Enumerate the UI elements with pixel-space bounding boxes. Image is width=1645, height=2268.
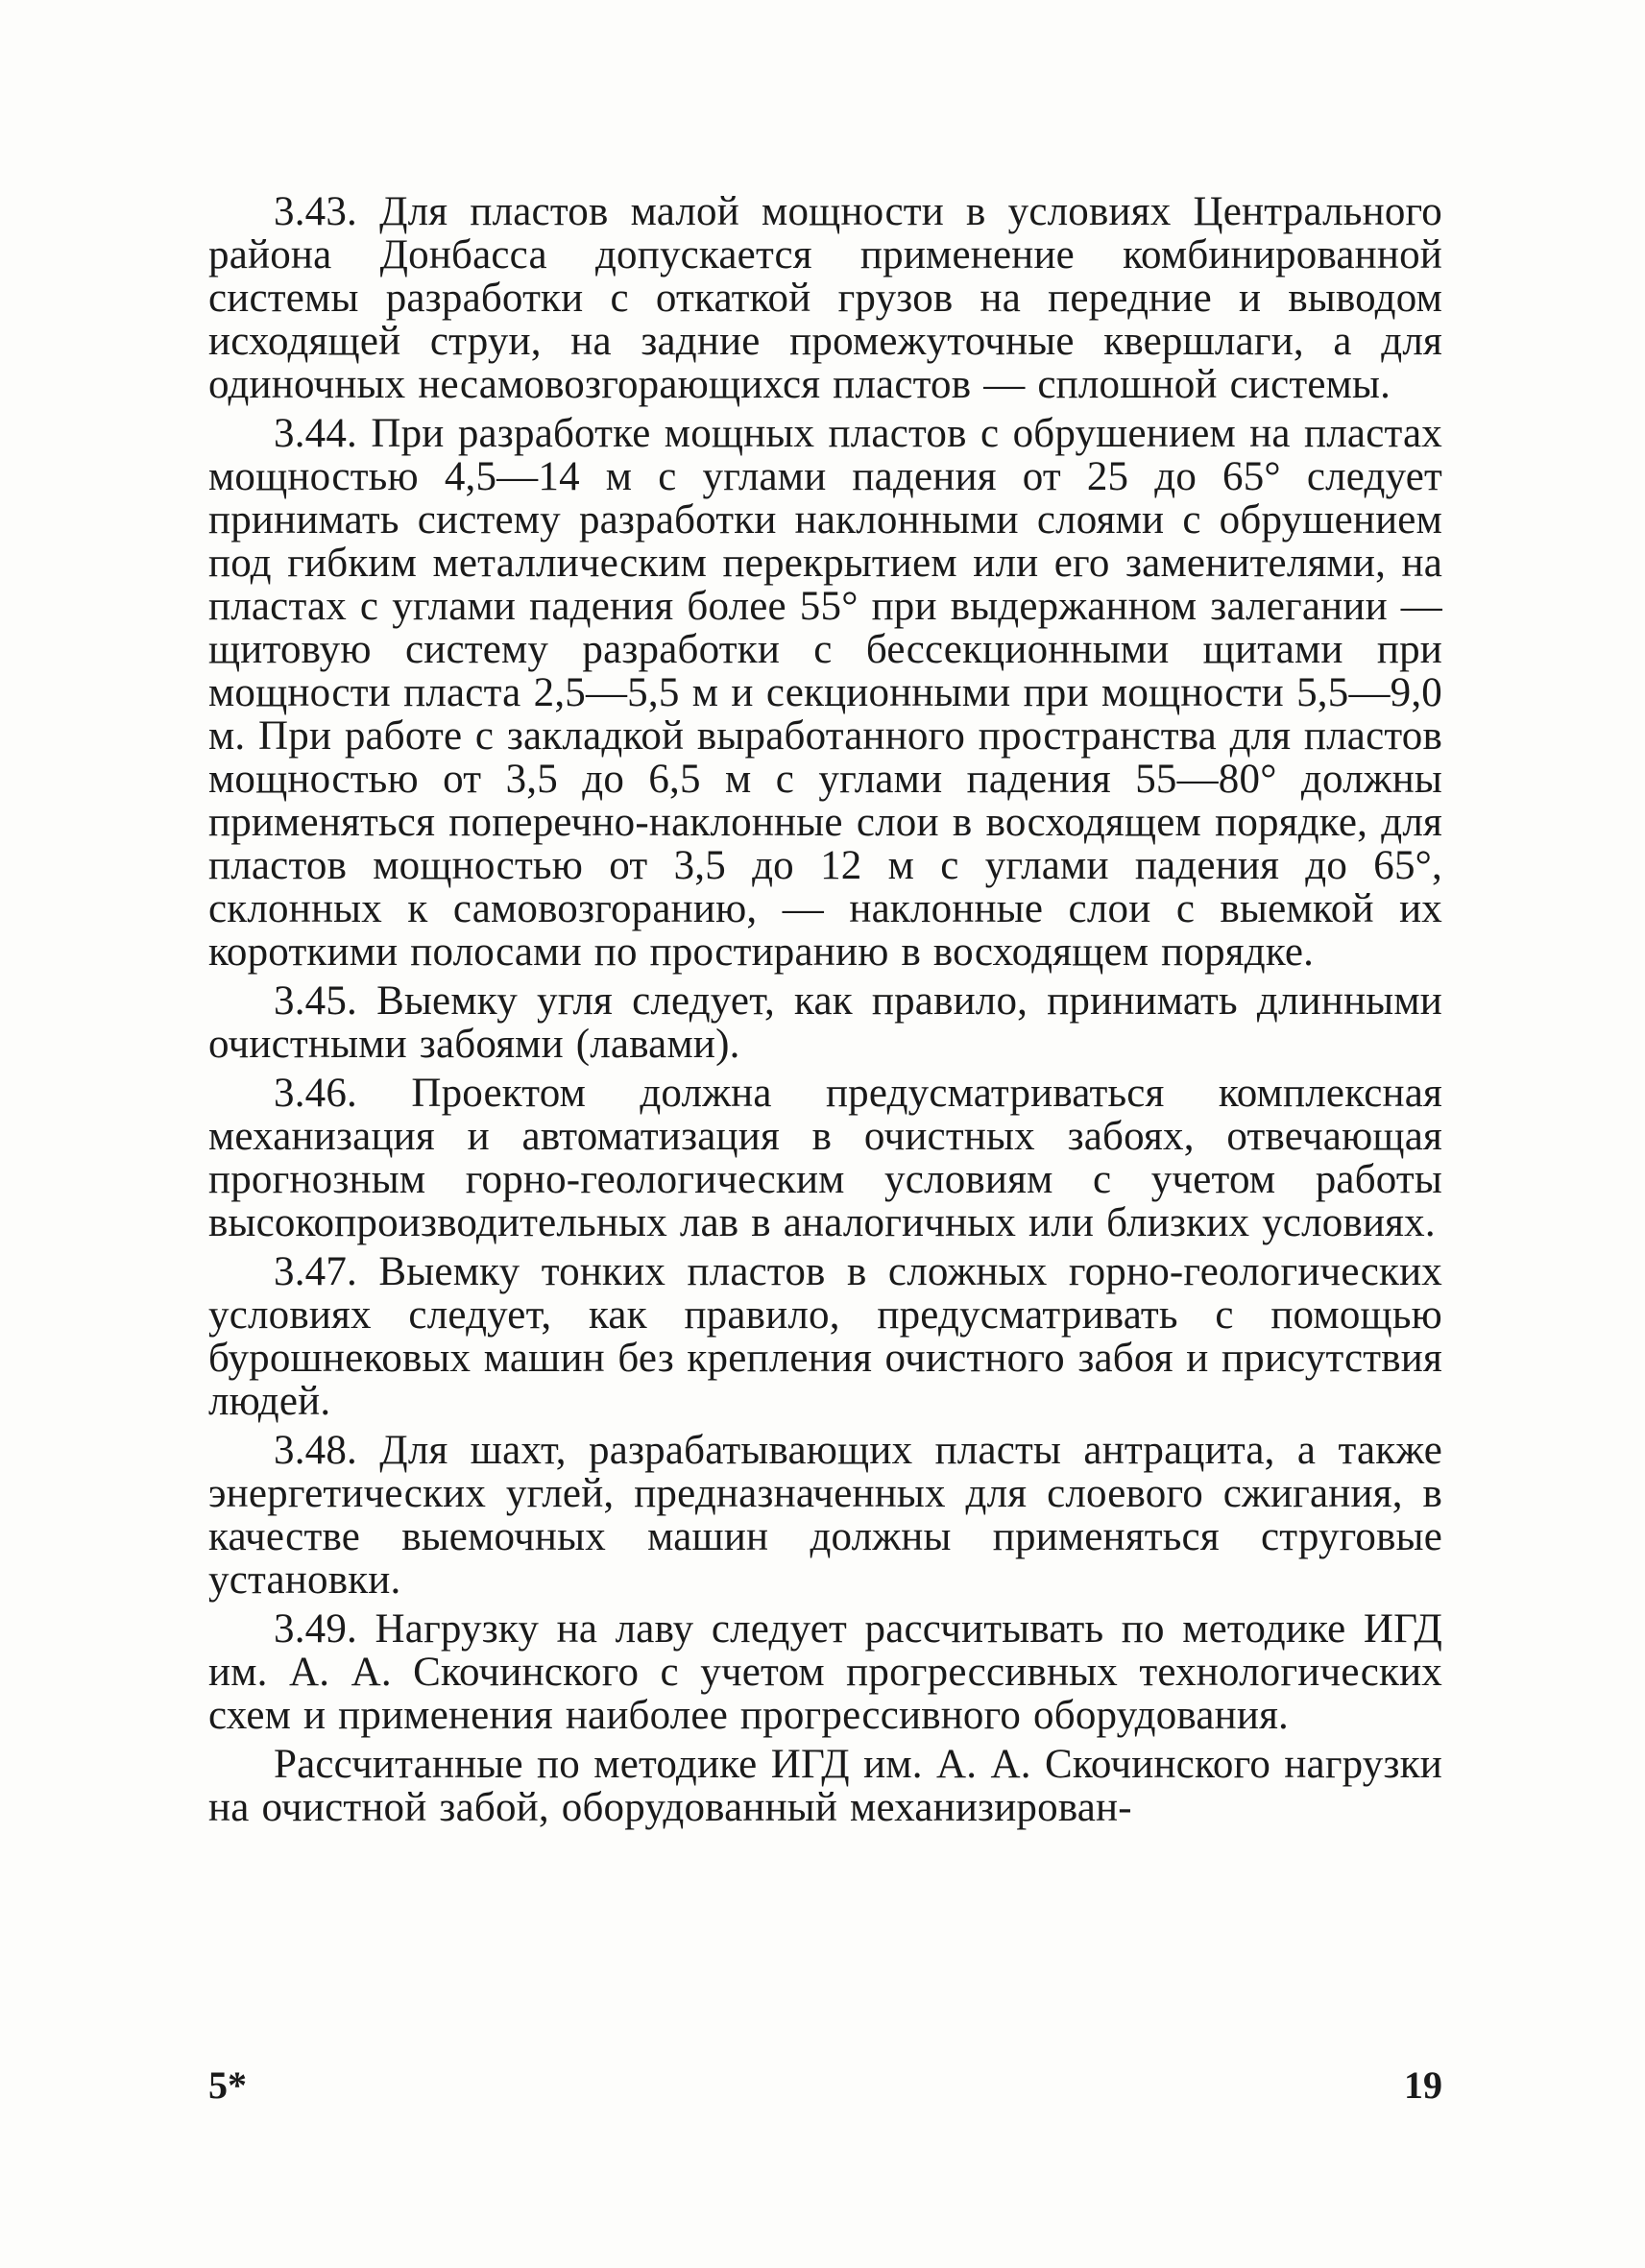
paragraph-3-44: 3.44. При разработке мощных пластов с обрушением на пластах мощностью 4,5—14 м с углами падения от 25 до 65° следует принимать систему разработки наклонными слоями с обрушением под гибким металлическим перекрытием или его заменителями, на пластах с углами падения более 55° при выдержанном залегании — щитовую систему разработки с бессекционными щитами при мощности пласта 2,5—5,5 м и секционными при мощности 5,5—9,0 м. При работе с закладкой выработанного пространства для пластов мощностью от 3,5 до 6,5 м с углами падения 55—80° должны применяться поперечно-наклонные слои в восходящем порядке, для пластов мощностью от 3,5 до 12 м с углами падения до 65°, склонных к самовозгоранию, — наклонные слои с выемкой их короткими полосами по простиранию в восходящем порядке.: [208, 411, 1442, 975]
paragraph-3-46: 3.46. Проектом должна предусматриваться комплексная механизация и автоматизация в очистных забоях, отвечающая прогнозным горно-геологическим условиям с учетом работы высокопроизводительных лав в аналогичных или близких условиях.: [208, 1071, 1442, 1245]
paragraph-3-43: 3.43. Для пластов малой мощности в условиях Центрального района Донбасса допускается применение комбинированной системы разработки с откаткой грузов на передние и выводом исходящей струи, на задние промежуточные квершлаги, а для одиночных несамовозгорающихся пластов — сплошной системы.: [208, 189, 1442, 407]
printer-signature-mark: 5*: [208, 2063, 247, 2107]
paragraph-3-45: 3.45. Выемку угля следует, как правило, принимать длинными очистными забоями (лавами).: [208, 978, 1442, 1067]
paragraph-3-47: 3.47. Выемку тонких пластов в сложных горно-геологических условиях следует, как правило, предусматривать с помощью бурошнековых машин без крепления очистного забоя и присутствия людей.: [208, 1249, 1442, 1424]
paragraph-3-49: 3.49. Нагрузку на лаву следует рассчитывать по методике ИГД им. А. А. Скочинского с учетом прогрессивных технологических схем и применения наиболее прогрессивного оборудования.: [208, 1606, 1442, 1738]
page-number: 19: [1404, 2063, 1442, 2107]
body-text: [208, 190, 1442, 1831]
paragraph-continuation: Рассчитанные по методике ИГД им. А. А. Скочинского нагрузки на очистной забой, оборудованный механизирован-: [208, 1742, 1442, 1830]
paragraph-3-48: 3.48. Для шахт, разрабатывающих пласты антрацита, а также энергетических углей, предназначенных для слоевого сжигания, в качестве выемочных машин должны применяться струговые установки.: [208, 1428, 1442, 1603]
page-footer: [208, 2063, 1442, 2111]
